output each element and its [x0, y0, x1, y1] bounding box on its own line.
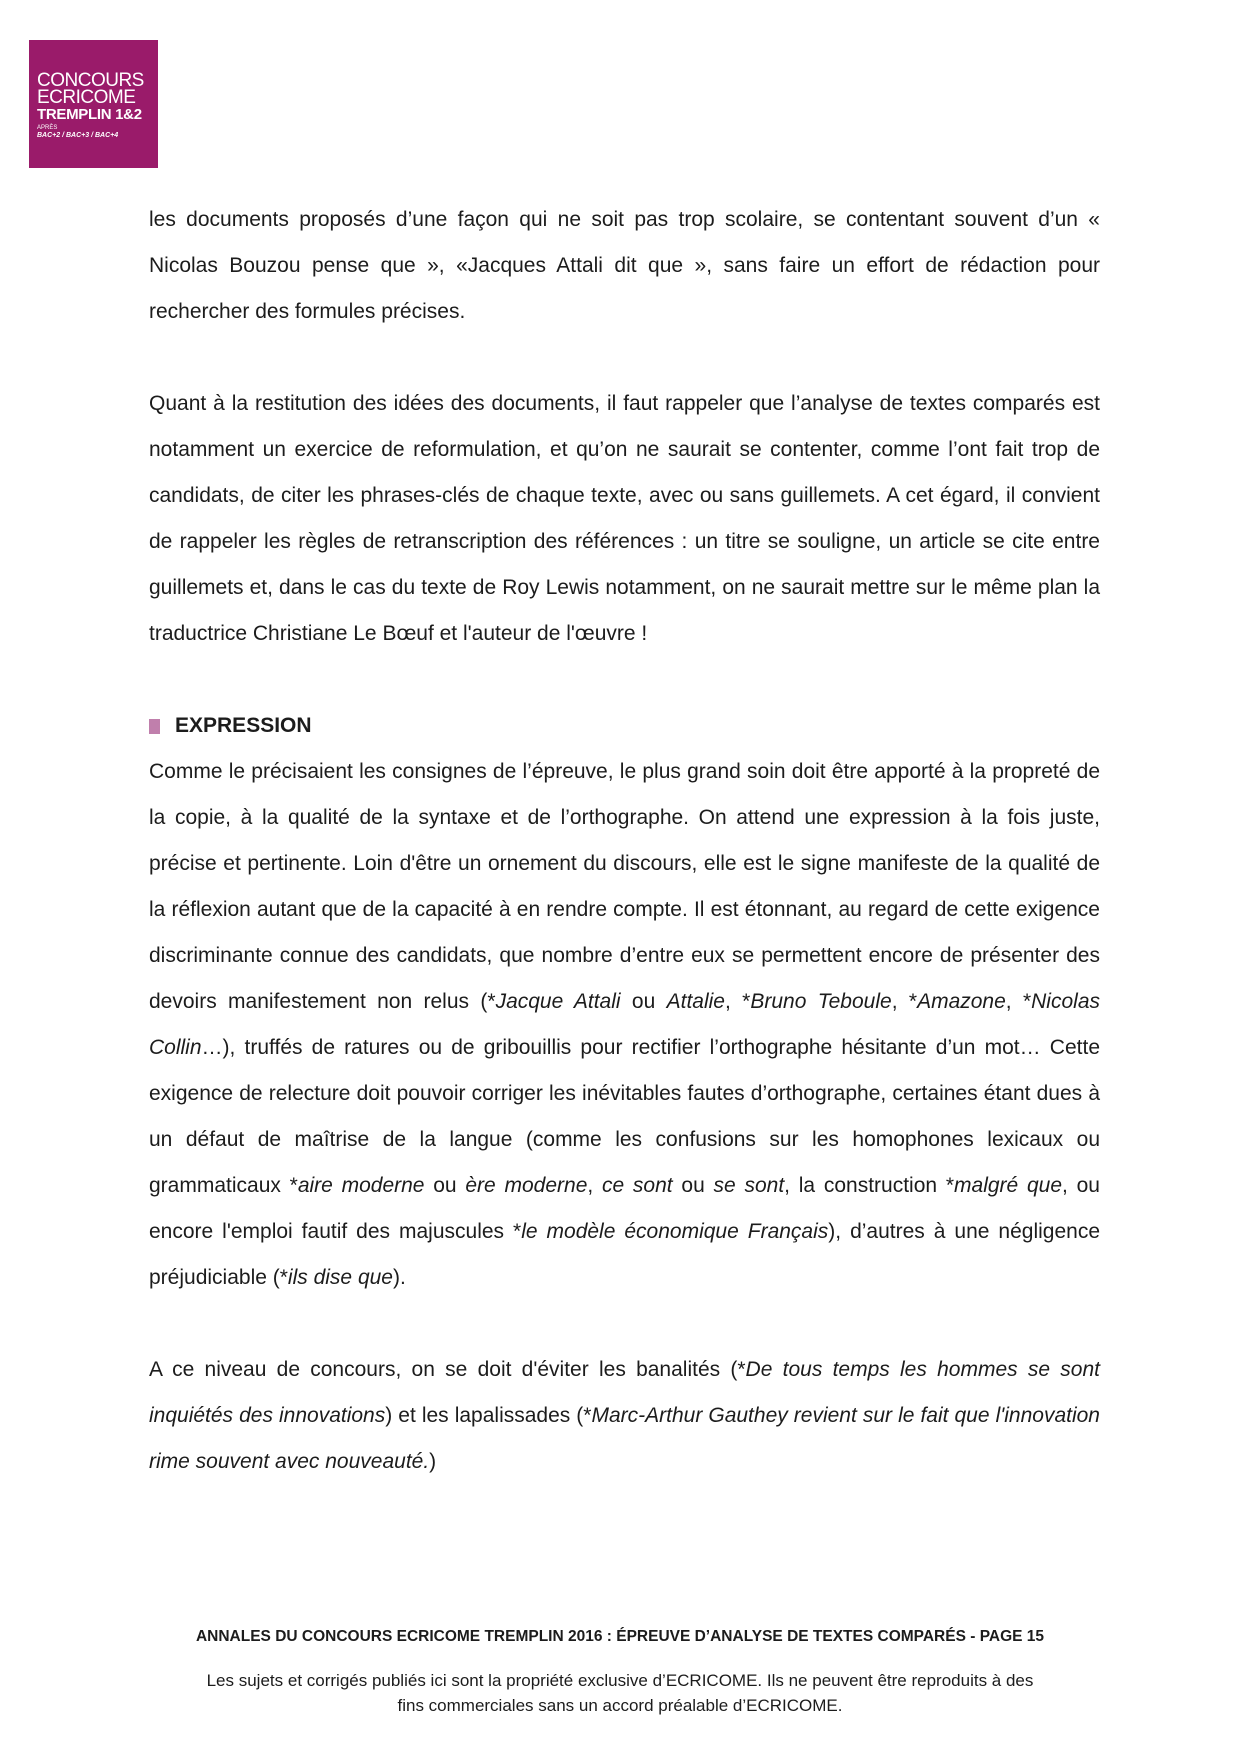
- section-heading-label: EXPRESSION: [175, 714, 312, 737]
- footer-title: ANNALES DU CONCOURS ECRICOME TREMPLIN 2016 : ÉPREUVE D’ANALYSE DE TEXTES COMPARÉS - PAGE 15: [195, 1628, 1045, 1645]
- paragraph-banalites: A ce niveau de concours, on se doit d'éviter les banalités (*De tous temps les hommes se sont inquiétés des innovations) et les lapalissades (*Marc-Arthur Gauthey revient sur le fait que l'innovation rime souvent avec nouveauté.): [149, 1358, 1100, 1473]
- document-body: [149, 197, 1100, 1485]
- ecricome-logo: [29, 40, 158, 168]
- paragraph-restitution: Quant à la restitution des idées des documents, il faut rappeler que l’analyse de textes comparés est notamment un exercice de reformulation, et qu’on ne saurait se contenter, comme l’ont fait trop de candidats, de citer les phrases-clés de chaque texte, avec ou sans guillemets. A cet égard, il convient de rappeler les règles de retranscription des références : un titre se souligne, un article se cite entre guillemets et, dans le cas du texte de Roy Lewis notamment, on ne saurait mettre sur le même plan la traductrice Christiane Le Bœuf et l'auteur de l'œuvre !: [149, 392, 1100, 645]
- logo-line-tremplin: TREMPLIN 1&2: [37, 106, 142, 123]
- footer-note-line-1: Les sujets et corrigés publiés ici sont la propriété exclusive d’ECRICOME. Ils ne peuvent être reproduits à des: [206, 1671, 1034, 1690]
- logo-line-ecricome: ECRICOME: [37, 87, 136, 108]
- square-bullet-icon: [149, 719, 160, 734]
- logo-line-concours: CONCOURS: [37, 70, 144, 91]
- footer-note-line-2: fins commerciales sans un accord préalable d’ECRICOME.: [397, 1696, 843, 1715]
- paragraph-documents: les documents proposés d’une façon qui ne soit pas trop scolaire, se contentant souvent d’un « Nicolas Bouzou pense que », «Jacques Attali dit que », sans faire un effort de rédaction pour rechercher des formules précises.: [149, 208, 1100, 323]
- section-heading-expression: [149, 703, 1100, 749]
- logo-line-apres: APRÈS: [37, 125, 58, 131]
- paragraph-expression: Comme le précisaient les consignes de l’épreuve, le plus grand soin doit être apporté à la propreté de la copie, à la qualité de la syntaxe et de l’orthographe. On attend une expression à la fois juste, précise et pertinente. Loin d'être un ornement du discours, elle est le signe manifeste de la qualité de la réflexion autant que de la capacité à en rendre compte. Il est étonnant, au regard de cette exigence discriminante connue des candidats, que nombre d’entre eux se permettent encore de présenter des devoirs manifestement non relus (*Jacque Attali ou Attalie, *Bruno Teboule, *Amazone, *Nicolas Collin…), truffés de ratures ou de gribouillis pour rectifier l’orthographe hésitante d’un mot… Cette exigence de relecture doit pouvoir corriger les inévitables fautes d’orthographe, certaines étant dues à un défaut de maîtrise de la langue (comme les confusions sur les homophones lexicaux ou grammaticaux *aire moderne ou ère moderne, ce sont ou se sont, la construction *malgré que, ou encore l'emploi fautif des majuscules *le modèle économique Français), d’autres à une négligence préjudiciable (*ils dise que).: [149, 760, 1100, 1289]
- logo-line-bac: BAC+2 / BAC+3 / BAC+4: [37, 132, 119, 139]
- footer-copyright-note: [0, 1668, 1240, 1718]
